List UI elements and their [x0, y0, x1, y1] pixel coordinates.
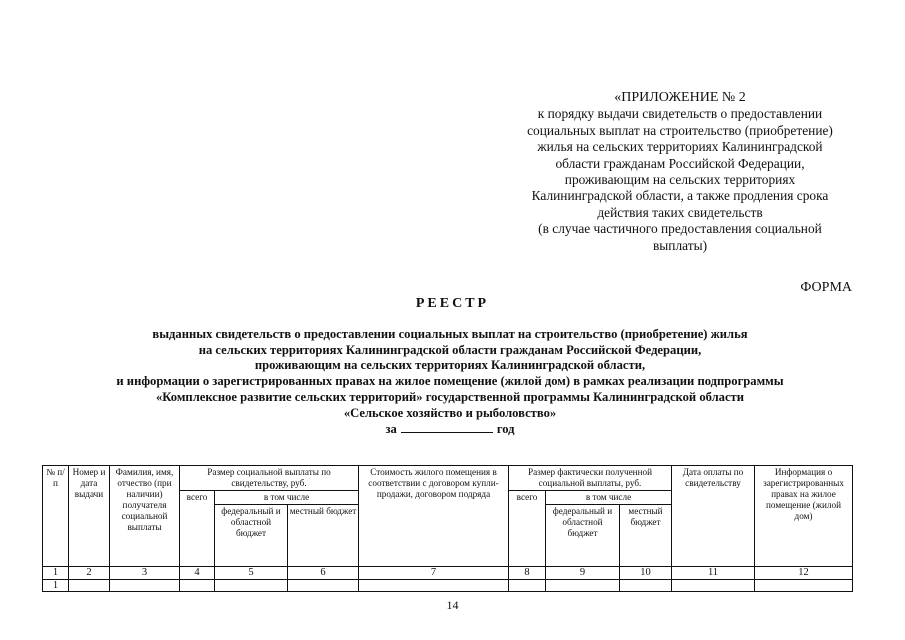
- registry-subtitle-line: «Комплексное развитие сельских территорий» государственной программы Калининградской области: [156, 389, 744, 404]
- row-num: 1: [43, 580, 69, 592]
- form-label: ФОРМА: [800, 280, 852, 295]
- appendix-line: Калининградской области, а также продления срока: [531, 188, 829, 204]
- header-payment-date: Дата оплаты по свидетельству: [672, 466, 755, 567]
- table-cell[interactable]: [755, 580, 853, 592]
- column-number: 6: [288, 567, 359, 580]
- appendix-line: жилья на сельских территориях Калининградской: [537, 139, 823, 155]
- column-number: 11: [672, 567, 755, 580]
- header-total: всего: [509, 491, 546, 567]
- registry-subtitle-line: на сельских территориях Калининградской области гражданам Российской Федерации,: [198, 342, 702, 357]
- table-cell[interactable]: [215, 580, 288, 592]
- registry-subtitle-line: проживающим на сельских территориях Калининградской области,: [254, 358, 646, 373]
- registry-title: РЕЕСТР: [415, 296, 490, 311]
- appendix-line: действия таких свидетельств: [597, 204, 763, 220]
- registry-subtitle-line: «Сельское хозяйство и рыболовство»: [343, 405, 557, 420]
- column-number: 2: [69, 567, 110, 580]
- header-including: в том числе: [546, 491, 672, 505]
- appendix-block: [480, 90, 880, 254]
- column-number: 3: [110, 567, 180, 580]
- table-cell[interactable]: [672, 580, 755, 592]
- header-federal-budget: федеральный и областной бюджет: [215, 505, 288, 567]
- appendix-title: «ПРИЛОЖЕНИЕ № 2: [614, 90, 746, 105]
- column-number: 1: [43, 567, 69, 580]
- column-number: 9: [546, 567, 620, 580]
- column-number: 5: [215, 567, 288, 580]
- period-line: [40, 421, 860, 438]
- table-cell[interactable]: [620, 580, 672, 592]
- header-rights-info: Информация о зарегистрированных правах на жилое помещение (жилой дом): [755, 466, 853, 567]
- appendix-line: выплаты): [652, 237, 708, 253]
- column-number: 8: [509, 567, 546, 580]
- page-number: 14: [446, 598, 459, 612]
- header-total: всего: [180, 491, 215, 567]
- table-cell[interactable]: [69, 580, 110, 592]
- column-number-row: [43, 567, 853, 580]
- table-cell[interactable]: [110, 580, 180, 592]
- period-blank-field[interactable]: [401, 421, 493, 433]
- appendix-line: к порядку выдачи свидетельств о предоставлении: [537, 106, 823, 122]
- appendix-line: (в случае частичного предоставления социальной: [538, 221, 822, 237]
- header-fio: Фамилия, имя, отчество (при наличии) получателя социальной выплаты: [110, 466, 180, 567]
- registry-subtitle: [40, 327, 860, 438]
- table-cell[interactable]: [546, 580, 620, 592]
- header-cost: Стоимость жилого помещения в соответствии с договором купли-продажи, договором подряда: [359, 466, 509, 567]
- registry-subtitle-line: выданных свидетельств о предоставлении социальных выплат на строительство (приобретение) жилья: [152, 327, 748, 341]
- header-local-budget: местный бюджет: [620, 505, 672, 567]
- header-payment-size: Размер социальной выплаты по свидетельству, руб.: [180, 466, 359, 491]
- table-cell[interactable]: [288, 580, 359, 592]
- header-federal-budget: федеральный и областной бюджет: [546, 505, 620, 567]
- registry-subtitle-line: и информации о зарегистрированных правах на жилое помещение (жилой дом) в рамках реализации подпрограммы: [116, 374, 784, 389]
- header-local-budget: местный бюджет: [288, 505, 359, 567]
- column-number: 7: [359, 567, 509, 580]
- header-number-date: Номер и дата выдачи: [69, 466, 110, 567]
- column-number: 12: [755, 567, 853, 580]
- column-number: 4: [180, 567, 215, 580]
- table-cell[interactable]: [359, 580, 509, 592]
- column-number: 10: [620, 567, 672, 580]
- period-za: за: [385, 422, 397, 437]
- header-actual-payment: Размер фактически полученной социальной выплаты, руб.: [509, 466, 672, 491]
- table-row: [43, 580, 853, 592]
- period-god: год: [496, 422, 515, 437]
- header-num: № п/п: [43, 466, 69, 567]
- appendix-line: проживающим на сельских территориях: [564, 172, 796, 188]
- appendix-line: области гражданам Российской Федерации,: [555, 155, 805, 171]
- header-including: в том числе: [215, 491, 359, 505]
- appendix-line: социальных выплат на строительство (приобретение): [527, 122, 833, 138]
- registry-table: [42, 465, 853, 592]
- table-cell[interactable]: [180, 580, 215, 592]
- table-cell[interactable]: [509, 580, 546, 592]
